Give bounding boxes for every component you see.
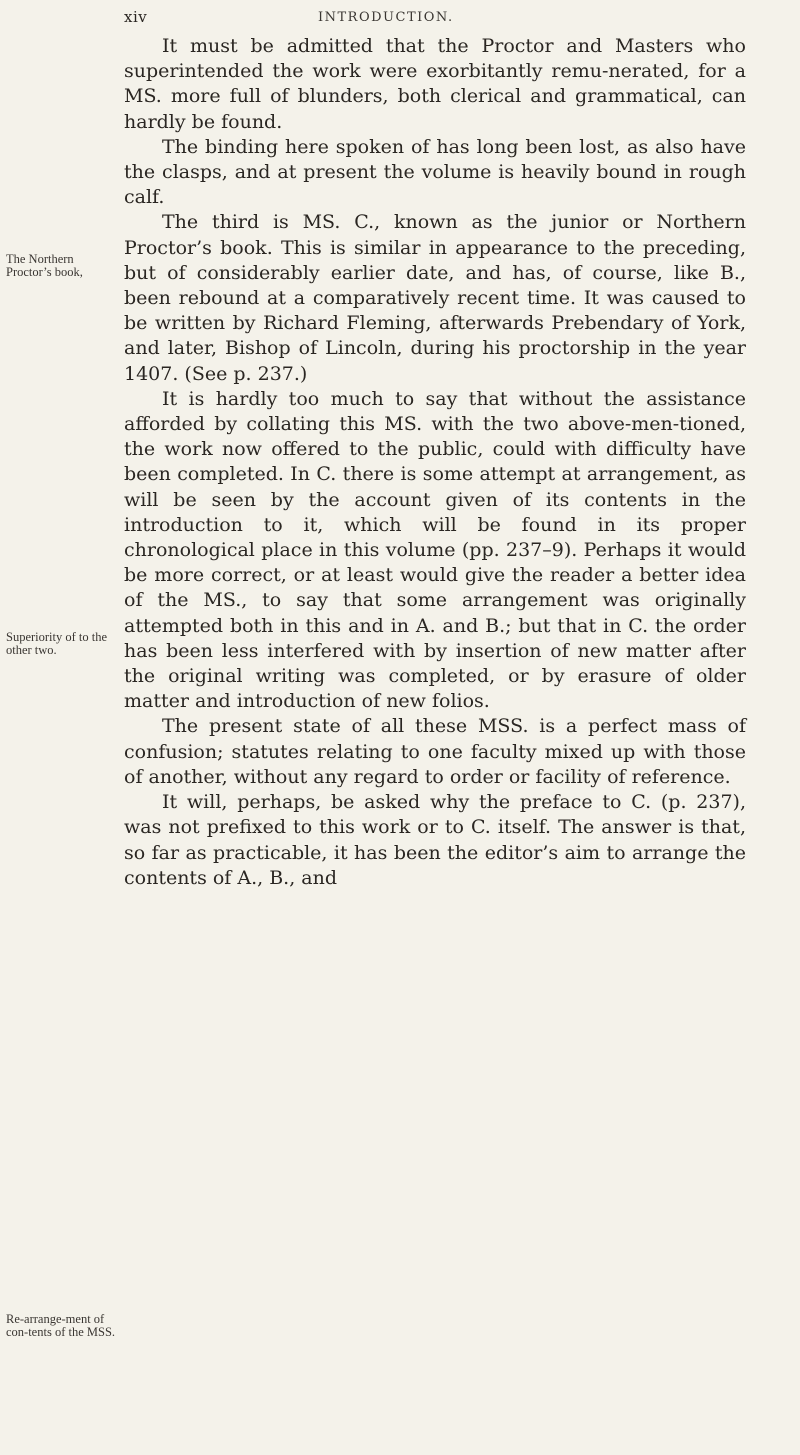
body-text <box>124 34 746 891</box>
paragraph: It will, perhaps, be asked why the preface to C. (p. 237), was not prefixed to this work or to C. itself. The answer is that, so far as practicable, it has been the editor’s aim to arrange the contents of A., B., and <box>124 791 746 889</box>
paragraph: It is hardly too much to say that without the assistance afforded by collating this MS. with the two above-men-tioned, the work now offered to the public, could with difficulty have been completed. In C. there is some attempt at arrangement, as will be seen by the account given of its contents in the introduction to it, which will be found in its proper chronological place in this volume (pp. 237–9). Perhaps it would be more correct, or at least would give the reader a better idea of the MS., to say that some arrangement was originally attempted both in this and in A. and B.; but that in C. the order has been less interfered with by insertion of new matter after the original writing was completed, or by erasure of older matter and introduction of new folios. <box>124 387 746 713</box>
paragraph: It must be admitted that the Proctor and Masters who superintended the work were exorbitantly remu-nerated, for a MS. more full of blunders, both clerical and grammatical, can hardly be found. <box>124 35 746 133</box>
sidenote-northern-proctors-book: The Northern Proctor’s book, <box>6 252 83 279</box>
sidenote-superiority: Superiority of to the other two. <box>6 630 108 657</box>
running-head <box>0 8 800 32</box>
paragraph: The present state of all these MSS. is a perfect mass of confusion; statutes relating to one faculty mixed up with those of another, without any regard to order or facility of reference. <box>124 715 746 788</box>
page-number: xiv <box>124 8 148 26</box>
running-title: INTRODUCTION. <box>318 10 454 25</box>
paragraph: The third is MS. C., known as the junior or Northern Proctor’s book. This is similar in appearance to the preceding, but of considerably earlier date, and has, of course, like B., been rebound at a comparatively recent time. It was caused to be written by Richard Fleming, afterwards Prebendary of York, and later, Bishop of Lincoln, during his proctorship in the year 1407. (See p. 237.) <box>124 211 746 385</box>
sidenote-rearrangement: Re-arrange-ment of con-tents of the MSS. <box>6 1312 116 1339</box>
paragraph: The binding here spoken of has long been lost, as also have the clasps, and at present the volume is heavily bound in rough calf. <box>124 135 746 209</box>
